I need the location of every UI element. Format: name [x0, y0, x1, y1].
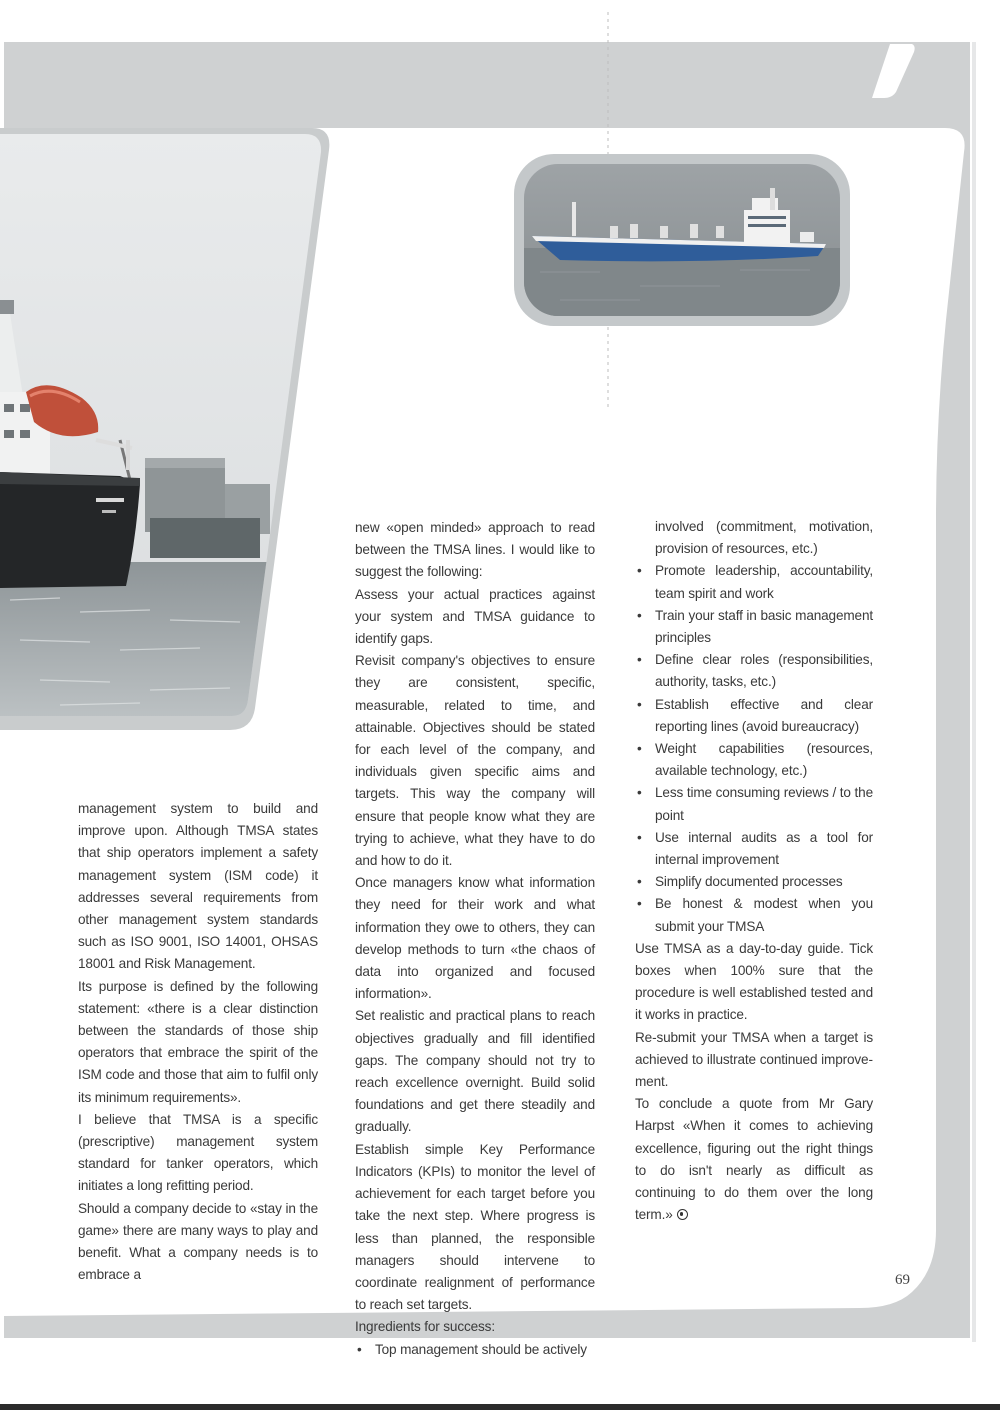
article-column-1	[78, 798, 318, 1286]
paragraph: Ingredients for success:	[355, 1319, 495, 1335]
paragraph: Should a company decide to «stay in the game» there are many ways to play and benefit. What a company needs is to embrace a	[78, 1200, 318, 1283]
list-item: • Establish effective and clear reporting lines (avoid bureaucracy)	[635, 694, 873, 738]
paragraph: Set realistic and practical plans to reach objectives gradually and fill identified gaps. The company should not try to reach excellence overnight. Build solid foundations and get there steadily and gradually.	[355, 1008, 595, 1135]
paragraph: Use TMSA as a day-to-day guide. Tick boxes when 100% sure that the procedure is well established tested and it works in practice.	[635, 940, 873, 1023]
list-item: • Train your staff in basic management principles	[635, 605, 873, 649]
paragraph: Revisit company's objectives to ensure they are consistent, specific, measurable, related to time, and attainable. Objectives should be stated for each level of the company, and individuals given specific aims and targets. This way the company will ensure that people know what they are trying to achieve, what they have to do and how to do it.	[355, 653, 595, 869]
list-item: • Weight capabilities (resources, available technology, etc.)	[635, 738, 873, 782]
right-ship-photo	[524, 164, 840, 316]
article-column-3	[635, 516, 873, 1227]
paragraph: Establish simple Key Performance Indicators (KPIs) to monitor the level of achievement for each target before you take the next step. Where progress is less than planned, the responsible managers should intervene to coordinate realignment of performance to reach set targets.	[355, 1141, 595, 1313]
list-item: • Top management should be actively	[355, 1339, 595, 1361]
paragraph-continuation: involved (commitment, motivation, provision of resources, etc.)	[655, 519, 873, 557]
end-of-article-icon	[677, 1209, 688, 1220]
page-number: 69	[895, 1272, 910, 1288]
paragraph: new «open minded» approach to read between the TMSA lines. I would like to suggest the following:	[355, 520, 595, 580]
list-item: • Less time consuming reviews / to the point	[635, 782, 873, 826]
paragraph: I believe that TMSA is a specific (prescriptive) management system standard for tanker operators, which initiates a long refitting period.	[78, 1111, 318, 1194]
list-item: • Define clear roles (responsibilities, authority, tasks, etc.)	[635, 649, 873, 693]
list-item: • Promote leadership, accountability, team spirit and work	[635, 560, 873, 604]
success-ingredients-list	[635, 560, 873, 937]
article-column-2	[355, 517, 595, 1361]
paragraph: Its purpose is defined by the following statement: «there is a clear distinction between the standards of those ship operators that embrace the spirit of the ISM code and those that aim to fulfil only its minimum requirements».	[78, 978, 318, 1105]
paragraph: management system to build and improve upon. Although TMSA states that ship operators implement a safety management system (ISM code) it addresses several requirements from other management system standards such as ISO 9001, ISO 14001, OHSAS 18001 and Risk Management.	[78, 801, 318, 972]
closing-quote: To conclude a quote from Mr Gary Harpst «When it comes to achieving excellence, figuring out the right things to do isn't nearly as difficult as continuing to do them over the long term.»	[635, 1096, 873, 1223]
list-item: • Be honest & modest when you submit your TMSA	[635, 893, 873, 937]
list-item: • Simplify documented processes	[635, 871, 873, 893]
paragraph: Assess your actual practices against your system and TMSA guidance to identify gaps.	[355, 586, 595, 647]
paragraph: Once managers know what information they need for their work and what information they owe to others, they can develop methods to turn «the chaos of data into organized and focused information».	[355, 875, 595, 1002]
paragraph: Re-submit your TMSA when a target is achieved to illustrate continued improvement.	[635, 1029, 873, 1090]
closing-paragraph	[635, 1093, 873, 1226]
success-ingredients-list	[355, 1339, 595, 1361]
list-item: • Use internal audits as a tool for internal improvement	[635, 827, 873, 871]
